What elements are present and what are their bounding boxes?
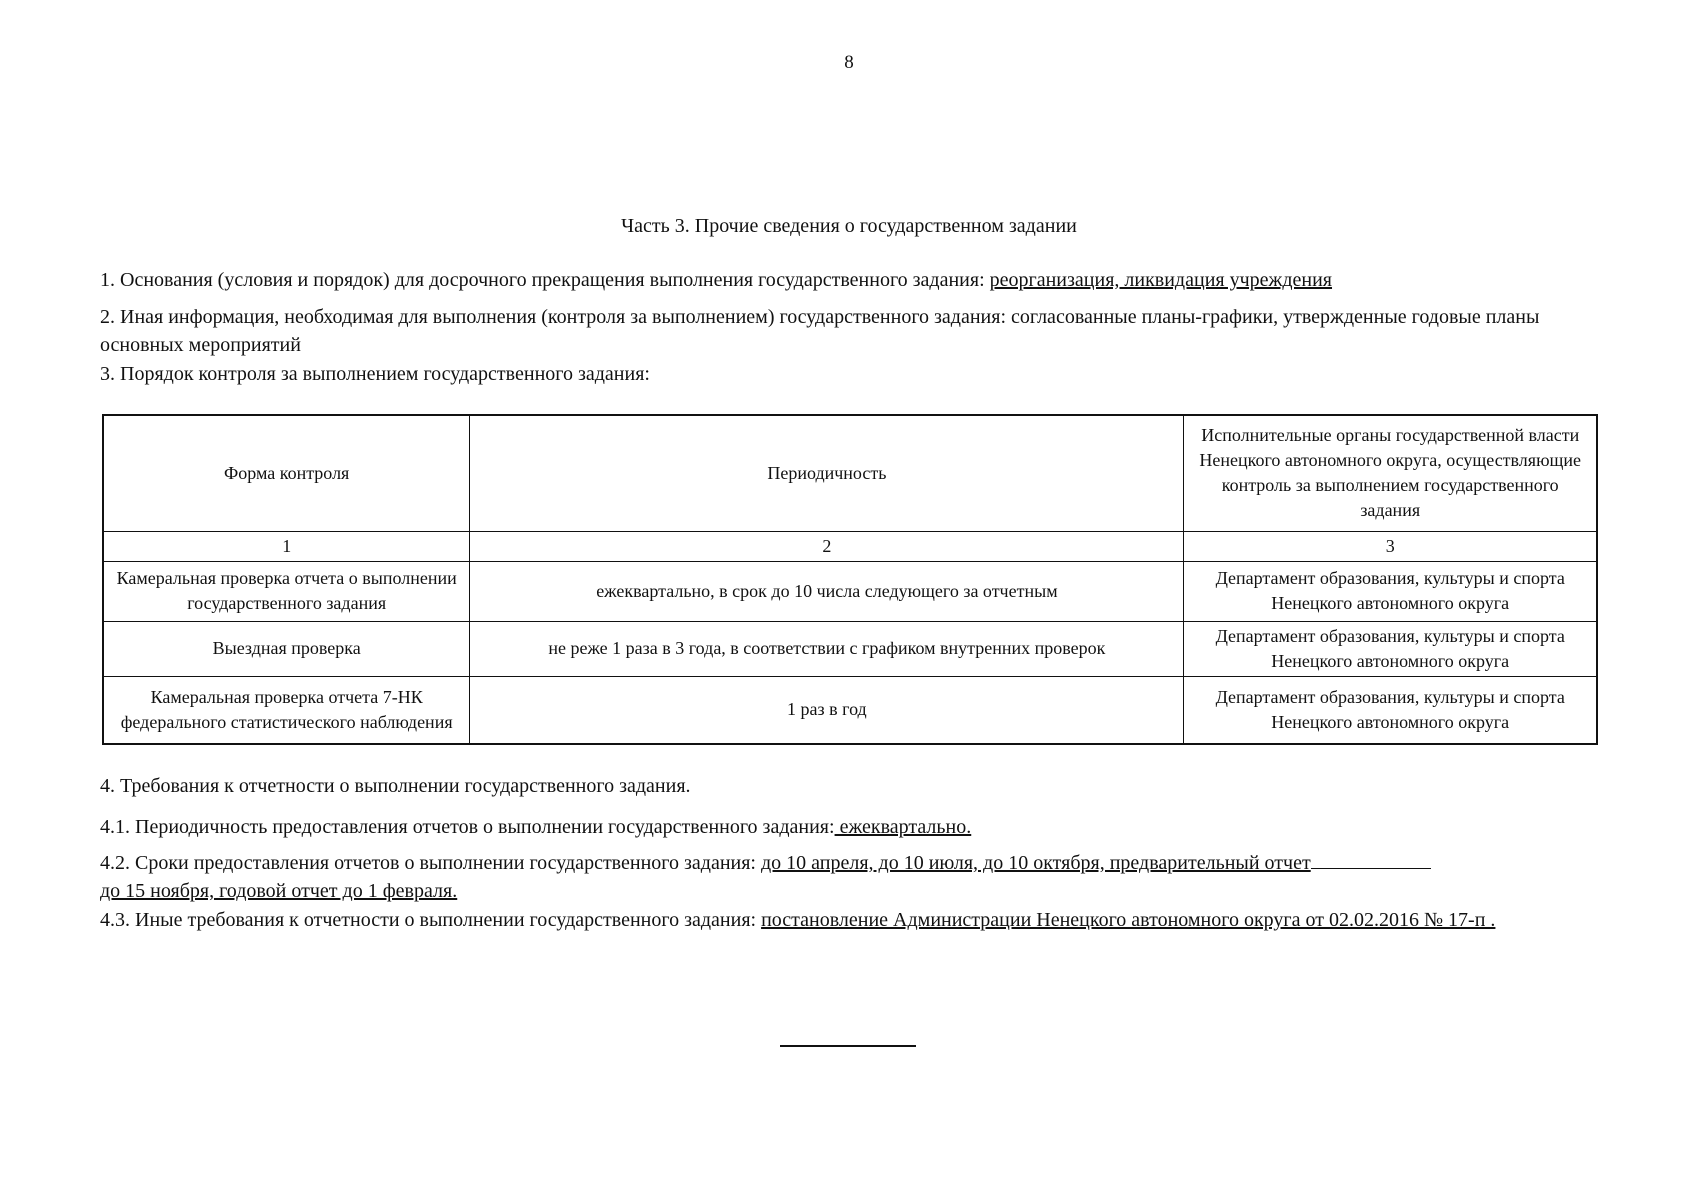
paragraph-2: 2. Иная информация, необходимая для выполнения (контроля за выполнением) государственного задания: согласованные планы-графики, утвержденные годовые планы основных мероприятий: [100, 306, 1540, 356]
paragraph-4-3-text: 4.3. Иные требования к отчетности о выполнении государственного задания:: [100, 909, 762, 931]
control-table: [102, 414, 1598, 745]
paragraph-1: [100, 266, 1600, 294]
paragraph-4-3: [100, 906, 1600, 934]
header-form: Форма контроля: [103, 415, 470, 531]
paragraph-3: 3. Порядок контроля за выполнением государственного задания:: [100, 363, 650, 385]
column-number-2: 2: [470, 531, 1184, 561]
paragraph-1-value: реорганизация, ликвидация учреждения: [989, 269, 1333, 291]
table-row: [103, 676, 1597, 744]
table-header-row: [103, 415, 1597, 531]
paragraph-4: 4. Требования к отчетности о выполнении государственного задания.: [100, 775, 691, 797]
cell-period: не реже 1 раза в 3 года, в соответствии с графиком внутренних проверок: [470, 621, 1184, 676]
cell-form: Камеральная проверка отчета о выполнении государственного задания: [103, 561, 470, 621]
column-number-1: 1: [103, 531, 470, 561]
column-number-3: 3: [1184, 531, 1597, 561]
table-row: [103, 621, 1597, 676]
header-period: Периодичность: [470, 415, 1184, 531]
paragraph-4-2-value-2: до 15 ноября, годовой отчет до 1 февраля.: [100, 880, 458, 902]
fill-line: [1311, 850, 1431, 869]
paragraph-4-1: [100, 813, 1600, 841]
cell-period: ежеквартально, в срок до 10 числа следующего за отчетным: [470, 561, 1184, 621]
paragraph-4-1-value: ежеквартально.: [834, 816, 972, 838]
cell-body: Департамент образования, культуры и спорта Ненецкого автономного округа: [1184, 676, 1597, 744]
table-number-row: [103, 531, 1597, 561]
cell-body: Департамент образования, культуры и спорта Ненецкого автономного округа: [1184, 561, 1597, 621]
table-row: [103, 561, 1597, 621]
paragraph-1-text: 1. Основания (условия и порядок) для досрочного прекращения выполнения государственного задания:: [100, 269, 990, 291]
end-rule: [780, 1045, 916, 1047]
paragraph-4-2-text: 4.2. Сроки предоставления отчетов о выполнении государственного задания:: [100, 852, 761, 874]
paragraph-4-2-value: до 10 апреля, до 10 июля, до 10 октября, предварительный отчет: [761, 852, 1311, 874]
header-body: Исполнительные органы государственной власти Ненецкого автономного округа, осуществляющие контроль за выполнением государственного задания: [1184, 415, 1597, 531]
cell-form: Выездная проверка: [103, 621, 470, 676]
page-number: 8: [844, 52, 854, 73]
paragraph-4-2: [100, 849, 1600, 905]
section-title: Часть 3. Прочие сведения о государственном задании: [621, 215, 1077, 237]
cell-form: Камеральная проверка отчета 7-НК федерального статистического наблюдения: [103, 676, 470, 744]
cell-body: Департамент образования, культуры и спорта Ненецкого автономного округа: [1184, 621, 1597, 676]
paragraph-4-1-text: 4.1. Периодичность предоставления отчетов о выполнении государственного задания:: [100, 816, 835, 838]
cell-period: 1 раз в год: [470, 676, 1184, 744]
paragraph-4-3-value: постановление Администрации Ненецкого автономного округа от 02.02.2016 № 17-п .: [761, 909, 1496, 931]
